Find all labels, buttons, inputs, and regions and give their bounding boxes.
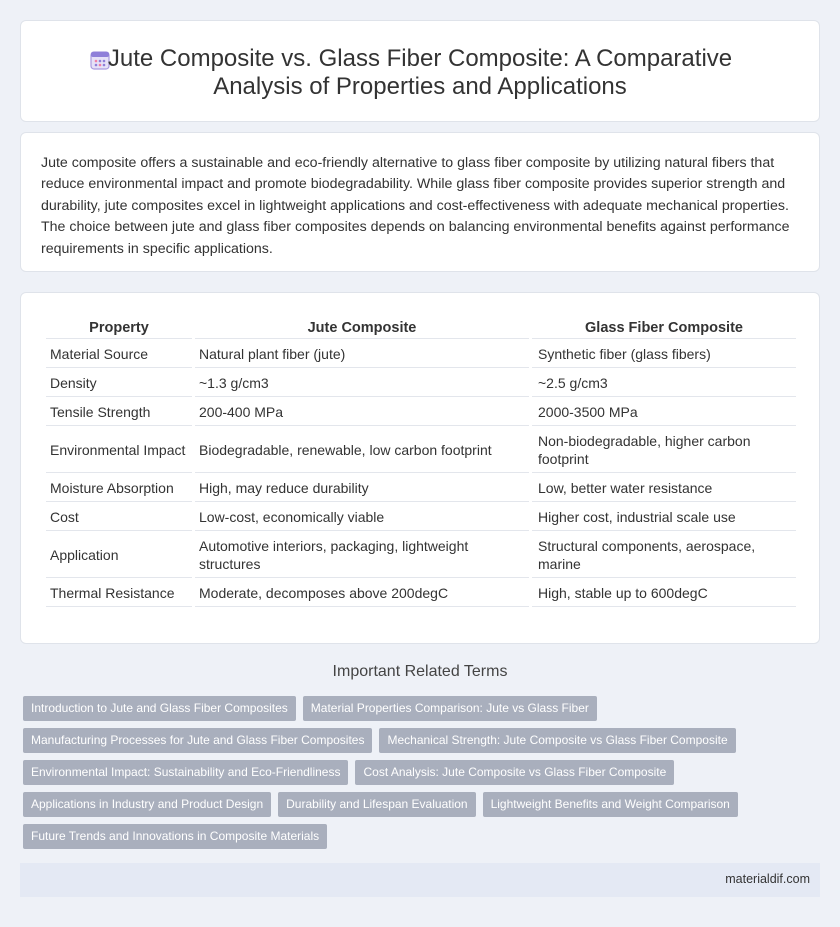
glass-fiber-cell: Structural components, aerospace, marine xyxy=(532,533,796,578)
jute-cell: Moderate, decomposes above 200degC xyxy=(195,580,529,607)
intro-card xyxy=(20,132,820,272)
property-cell: Environmental Impact xyxy=(46,428,192,473)
property-cell: Density xyxy=(46,370,192,397)
table-row xyxy=(46,504,796,531)
property-cell: Tensile Strength xyxy=(46,399,192,426)
jute-cell: 200-400 MPa xyxy=(195,399,529,426)
intro-paragraph: Jute composite offers a sustainable and eco-friendly alternative to glass fiber composite by utilizing natural fibers that reduce environmental impact and promote biodegradability. While glass fiber composite provides superior strength and durability, jute composites excel in lightweight applications and cost-effectiveness with adequate mechanical properties. The choice between jute and glass fiber composites depends on balancing environmental benefits against performance requirements in specific applications. xyxy=(41,155,790,257)
related-terms-title: Important Related Terms xyxy=(332,663,508,680)
glass-fiber-cell: ~2.5 g/cm3 xyxy=(532,370,796,397)
related-term-tag[interactable]: Cost Analysis: Jute Composite vs Glass Fiber Composite xyxy=(355,760,674,785)
related-term-tag[interactable]: Future Trends and Innovations in Composite Materials xyxy=(23,824,327,849)
jute-cell: Low-cost, economically viable xyxy=(195,504,529,531)
property-cell: Application xyxy=(46,533,192,578)
jute-cell: Biodegradable, renewable, low carbon footprint xyxy=(195,428,529,473)
related-term-tag[interactable]: Mechanical Strength: Jute Composite vs Glass Fiber Composite xyxy=(379,728,735,753)
tag-row xyxy=(23,824,813,849)
related-term-tag[interactable]: Manufacturing Processes for Jute and Glass Fiber Composites xyxy=(23,728,372,753)
footer-site-link[interactable]: materialdif.com xyxy=(725,872,810,886)
jute-cell: ~1.3 g/cm3 xyxy=(195,370,529,397)
glass-fiber-cell: Higher cost, industrial scale use xyxy=(532,504,796,531)
glass-fiber-cell: High, stable up to 600degC xyxy=(532,580,796,607)
tag-row xyxy=(23,696,813,721)
jute-cell: High, may reduce durability xyxy=(195,475,529,502)
table-header-row xyxy=(46,315,796,339)
jute-cell: Automotive interiors, packaging, lightweight structures xyxy=(195,533,529,578)
glass-fiber-cell: 2000-3500 MPa xyxy=(532,399,796,426)
table-row xyxy=(46,533,796,578)
glass-fiber-cell: Synthetic fiber (glass fibers) xyxy=(532,341,796,368)
table-row xyxy=(46,580,796,607)
table-row xyxy=(46,475,796,502)
tag-row xyxy=(23,760,813,785)
related-term-tag[interactable]: Applications in Industry and Product Design xyxy=(23,792,271,817)
table-row xyxy=(46,399,796,426)
column-header: Property xyxy=(46,315,192,339)
column-header: Glass Fiber Composite xyxy=(532,315,796,339)
column-header: Jute Composite xyxy=(195,315,529,339)
related-term-tag[interactable]: Durability and Lifespan Evaluation xyxy=(278,792,475,817)
title-card xyxy=(20,20,820,122)
table-row xyxy=(46,341,796,368)
table-row xyxy=(46,428,796,473)
property-cell: Material Source xyxy=(46,341,192,368)
property-cell: Cost xyxy=(46,504,192,531)
comparison-table-card xyxy=(20,292,820,644)
tag-row xyxy=(23,792,813,817)
glass-fiber-cell: Low, better water resistance xyxy=(532,475,796,502)
related-term-tag[interactable]: Lightweight Benefits and Weight Comparison xyxy=(483,792,738,817)
page-title: Jute Composite vs. Glass Fiber Composite: A Comparative Analysis of Properties and Applications xyxy=(107,45,733,100)
footer xyxy=(20,863,820,897)
jute-cell: Natural plant fiber (jute) xyxy=(195,341,529,368)
comparison-table xyxy=(43,313,799,609)
property-cell: Moisture Absorption xyxy=(46,475,192,502)
related-terms-list xyxy=(23,696,813,856)
table-row xyxy=(46,370,796,397)
property-cell: Thermal Resistance xyxy=(46,580,192,607)
related-term-tag[interactable]: Environmental Impact: Sustainability and Eco-Friendliness xyxy=(23,760,348,785)
related-term-tag[interactable]: Introduction to Jute and Glass Fiber Composites xyxy=(23,696,296,721)
glass-fiber-cell: Non-biodegradable, higher carbon footprint xyxy=(532,428,796,473)
tag-row xyxy=(23,728,813,753)
related-term-tag[interactable]: Material Properties Comparison: Jute vs Glass Fiber xyxy=(303,696,597,721)
